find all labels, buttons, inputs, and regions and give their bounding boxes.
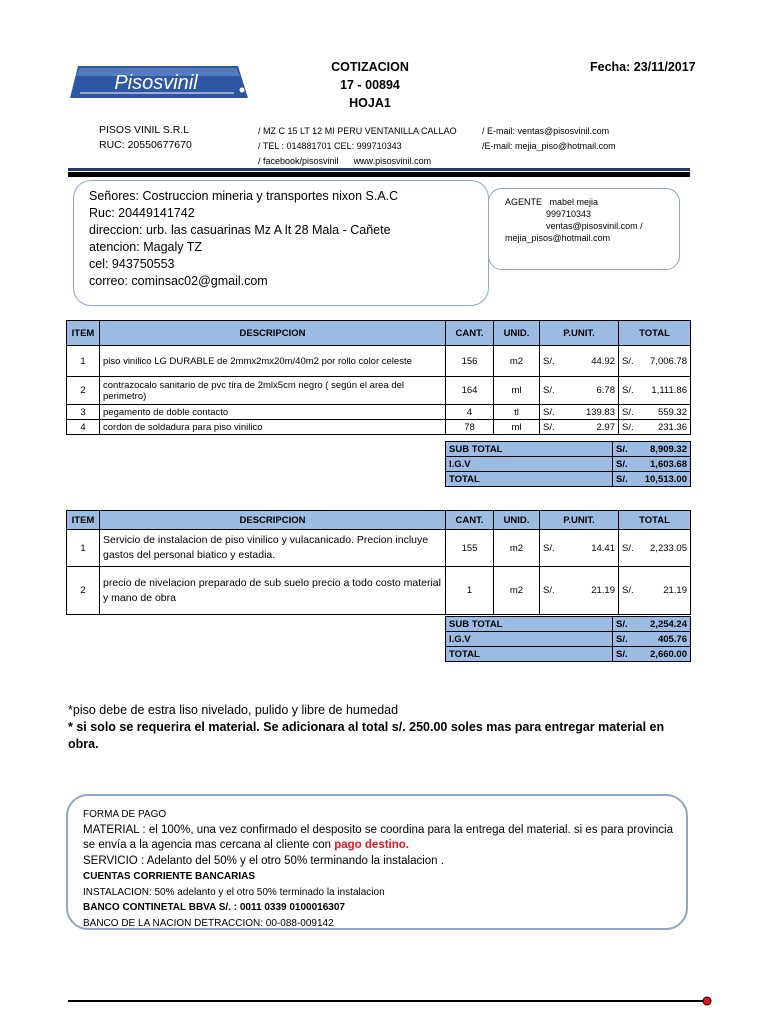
row-item: 1 bbox=[67, 530, 100, 567]
total-value: 21.19 bbox=[663, 585, 687, 596]
total-cell bbox=[613, 647, 691, 662]
header-divider bbox=[68, 172, 690, 177]
row-cant: 4 bbox=[446, 405, 494, 420]
company-id bbox=[99, 123, 192, 153]
company-emails bbox=[482, 124, 616, 154]
company-facebook[interactable]: / facebook/pisosvinil bbox=[258, 156, 339, 166]
agent-info bbox=[505, 196, 643, 244]
row-punit bbox=[540, 420, 619, 435]
row-desc: precio de nivelacion preparado de sub suelo precio a todo costo material y mano de obra bbox=[100, 567, 446, 615]
currency: S/. bbox=[543, 542, 555, 554]
client-cel: cel: 943750553 bbox=[89, 257, 175, 271]
row-desc: piso vinilico LG DURABLE de 2mmx2mx20m/40m2 por rollo color celeste bbox=[100, 346, 446, 377]
client-ruc: Ruc: 20449141742 bbox=[89, 206, 195, 220]
table-row bbox=[67, 530, 691, 567]
row-desc: contrazocalo sanitario de pvc tira de 2mlx5cm negro ( según el area del perimetro) bbox=[100, 377, 446, 405]
row-desc: pegamento de doble contacto bbox=[100, 405, 446, 420]
payment-material-text: MATERIAL : el 100%, una vez confirmado el desposito se coordina para la entrega del material. si es para provincia se envía a la agencia mas cercana al cliente con bbox=[83, 823, 674, 851]
punit-value: 2.97 bbox=[596, 421, 615, 433]
col-desc: DESCRIPCION bbox=[100, 511, 446, 530]
row-total bbox=[619, 405, 691, 420]
currency: S/. bbox=[616, 443, 628, 455]
row-cant: 1 bbox=[446, 567, 494, 615]
services-totals bbox=[445, 616, 691, 662]
services-table bbox=[66, 510, 691, 615]
row-total bbox=[619, 420, 691, 435]
payment-title: FORMA DE PAGO bbox=[83, 809, 167, 820]
col-unid: UNID. bbox=[494, 321, 540, 346]
row-cant: 155 bbox=[446, 530, 494, 567]
row-unid: m2 bbox=[494, 530, 540, 567]
payment-info bbox=[83, 807, 683, 931]
row-desc: cordon de soldadura para piso vinilico bbox=[100, 420, 446, 435]
table-header-row bbox=[67, 511, 691, 530]
currency: S/. bbox=[616, 458, 628, 470]
client-info bbox=[89, 188, 398, 290]
table-row bbox=[67, 346, 691, 377]
row-unid: m2 bbox=[494, 567, 540, 615]
row-cant: 156 bbox=[446, 346, 494, 377]
footer-line bbox=[68, 1000, 688, 1002]
punit-value: 44.92 bbox=[591, 355, 615, 367]
company-website[interactable]: www.pisosvinil.com bbox=[353, 156, 432, 166]
subtotal-row bbox=[446, 442, 691, 457]
company-address: / MZ C 15 LT 12 MI PERU VENTANILLA CALLAO bbox=[258, 126, 457, 136]
row-total bbox=[619, 530, 691, 567]
igv-cell bbox=[613, 632, 691, 647]
col-item: ITEM bbox=[67, 321, 100, 346]
installation-terms: INSTALACION: 50% adelanto y el otro 50% terminado la instalacion bbox=[83, 886, 385, 898]
igv-label: I.G.V bbox=[446, 632, 613, 647]
footer-marker bbox=[684, 994, 714, 1008]
col-unid: UNID. bbox=[494, 511, 540, 530]
quote-sheet: HOJA1 bbox=[349, 96, 391, 110]
currency: S/. bbox=[622, 406, 634, 418]
total-value: 10,513.00 bbox=[644, 473, 687, 485]
currency: S/. bbox=[622, 355, 634, 367]
client-email: correo: cominsac02@gmail.com bbox=[89, 274, 268, 288]
col-punit: P.UNIT. bbox=[540, 321, 619, 346]
client-address: direccion: urb. las casuarinas Mz A lt 28 Mala - Cañete bbox=[89, 223, 391, 237]
row-punit bbox=[540, 346, 619, 377]
row-total bbox=[619, 377, 691, 405]
notes bbox=[68, 702, 688, 753]
subtotal-label: SUB TOTAL bbox=[446, 617, 613, 632]
row-unid: m2 bbox=[494, 346, 540, 377]
row-unid: tl bbox=[494, 405, 540, 420]
row-item: 2 bbox=[67, 377, 100, 405]
agent-email-2[interactable]: mejia_pisos@hotmail.com bbox=[505, 233, 611, 243]
company-phones: / TEL : 014881701 CEL: 999710343 bbox=[258, 141, 402, 151]
igv-row bbox=[446, 632, 691, 647]
row-desc: Servicio de instalacion de piso vinilico y vulacanicado. Precion incluye gastos del personal biatico y estadia. bbox=[100, 530, 446, 567]
currency: S/. bbox=[616, 618, 628, 630]
subtotal-value: 2,254.24 bbox=[650, 618, 687, 630]
company-email-2[interactable]: /E-mail: mejia_piso@hotmail.com bbox=[482, 141, 616, 151]
igv-row bbox=[446, 457, 691, 472]
note-2: * si solo se requerira el material. Se adicionara al total s/. 250.00 soles mas para entregar material en obra. bbox=[68, 720, 665, 751]
total-value: 559.32 bbox=[657, 406, 687, 418]
total-row bbox=[446, 472, 691, 487]
total-label: TOTAL bbox=[446, 647, 613, 662]
row-total bbox=[619, 346, 691, 377]
bank-nacion: BANCO DE LA NACION DETRACCION: 00-088-009142 bbox=[83, 917, 334, 929]
subtotal-row bbox=[446, 617, 691, 632]
total-value: 2,660.00 bbox=[650, 648, 687, 660]
subtotal-cell bbox=[613, 617, 691, 632]
currency: S/. bbox=[543, 406, 555, 418]
igv-value: 405.76 bbox=[657, 633, 687, 645]
currency: S/. bbox=[622, 585, 634, 596]
payment-destination: pago destino. bbox=[334, 839, 409, 851]
currency: S/. bbox=[616, 473, 628, 485]
row-punit bbox=[540, 405, 619, 420]
col-desc: DESCRIPCION bbox=[100, 321, 446, 346]
col-punit: P.UNIT. bbox=[540, 511, 619, 530]
row-punit bbox=[540, 530, 619, 567]
row-item: 1 bbox=[67, 346, 100, 377]
row-cant: 78 bbox=[446, 420, 494, 435]
quote-header bbox=[300, 58, 440, 112]
quote-title: COTIZACION bbox=[331, 60, 409, 74]
row-item: 4 bbox=[67, 420, 100, 435]
total-label: TOTAL bbox=[446, 472, 613, 487]
quote-date: Fecha: 23/11/2017 bbox=[590, 60, 696, 74]
bank-bbva: BANCO CONTINETAL BBVA S/. : 0011 0339 0100016307 bbox=[83, 902, 345, 913]
total-value: 2,233.05 bbox=[650, 542, 687, 554]
row-punit bbox=[540, 377, 619, 405]
col-total: TOTAL bbox=[619, 321, 691, 346]
col-item: ITEM bbox=[67, 511, 100, 530]
client-attention: atencion: Magaly TZ bbox=[89, 240, 203, 254]
company-web-line bbox=[258, 154, 457, 169]
col-cant: CANT. bbox=[446, 321, 494, 346]
row-unid: ml bbox=[494, 377, 540, 405]
row-total bbox=[619, 567, 691, 615]
row-item: 2 bbox=[67, 567, 100, 615]
total-value: 1,111.86 bbox=[651, 385, 687, 396]
currency: S/. bbox=[543, 421, 555, 433]
punit-value: 139.83 bbox=[585, 406, 615, 418]
logo-text: Pisosvinil bbox=[114, 72, 198, 94]
igv-value: 1,603.68 bbox=[650, 458, 687, 470]
subtotal-cell bbox=[613, 442, 691, 457]
punit-value: 21.19 bbox=[591, 585, 615, 596]
punit-value: 6.78 bbox=[596, 385, 615, 396]
table-row bbox=[67, 567, 691, 615]
currency: S/. bbox=[622, 542, 634, 554]
row-punit bbox=[540, 567, 619, 615]
total-row bbox=[446, 647, 691, 662]
company-contact bbox=[258, 124, 457, 169]
company-logo bbox=[68, 64, 250, 100]
materials-totals bbox=[445, 441, 691, 487]
currency: S/. bbox=[616, 633, 628, 645]
payment-material bbox=[83, 823, 683, 854]
currency: S/. bbox=[543, 585, 555, 596]
punit-value: 14.41 bbox=[591, 542, 615, 554]
row-unid: ml bbox=[494, 420, 540, 435]
client-name: Señores: Costruccion mineria y transportes nixon S.A.C bbox=[89, 189, 399, 203]
total-value: 231.36 bbox=[657, 421, 687, 433]
igv-label: I.G.V bbox=[446, 457, 613, 472]
footer-dot-icon bbox=[703, 997, 711, 1005]
subtotal-label: SUB TOTAL bbox=[446, 442, 613, 457]
total-cell bbox=[613, 472, 691, 487]
payment-service: SERVICIO : Adelanto del 50% y el otro 50% terminando la instalacion . bbox=[83, 854, 444, 867]
agent-email[interactable]: ventas@pisosvinil.com / bbox=[546, 221, 643, 231]
table-row bbox=[67, 420, 691, 435]
currency: S/. bbox=[622, 385, 634, 396]
company-ruc: RUC: 20550677670 bbox=[99, 139, 192, 151]
subtotal-value: 8,909.32 bbox=[650, 443, 687, 455]
total-value: 7,006.78 bbox=[650, 355, 687, 367]
quote-number: 17 - 00894 bbox=[340, 78, 400, 92]
materials-table bbox=[66, 320, 691, 435]
logo-dot bbox=[239, 87, 245, 93]
bank-accounts-title: CUENTAS CORRIENTE BANCARIAS bbox=[83, 871, 256, 882]
table-header-row bbox=[67, 321, 691, 346]
igv-cell bbox=[613, 457, 691, 472]
row-item: 3 bbox=[67, 405, 100, 420]
col-cant: CANT. bbox=[446, 511, 494, 530]
agent-phone: 999710343 bbox=[546, 209, 592, 219]
currency: S/. bbox=[543, 385, 555, 396]
header-divider-top bbox=[68, 168, 690, 171]
currency: S/. bbox=[543, 355, 555, 367]
row-cant: 164 bbox=[446, 377, 494, 405]
company-email-1[interactable]: / E-mail: ventas@pisosvinil.com bbox=[482, 126, 610, 136]
agent-name: mabel mejia bbox=[549, 197, 599, 207]
currency: S/. bbox=[616, 648, 628, 660]
table-row bbox=[67, 405, 691, 420]
col-total: TOTAL bbox=[619, 511, 691, 530]
note-1: *piso debe de estra liso nivelado, pulido y libre de humedad bbox=[68, 703, 399, 717]
currency: S/. bbox=[622, 421, 634, 433]
company-name: PISOS VINIL S.R.L bbox=[99, 124, 190, 136]
agent-label: AGENTE bbox=[505, 197, 543, 207]
table-row bbox=[67, 377, 691, 405]
